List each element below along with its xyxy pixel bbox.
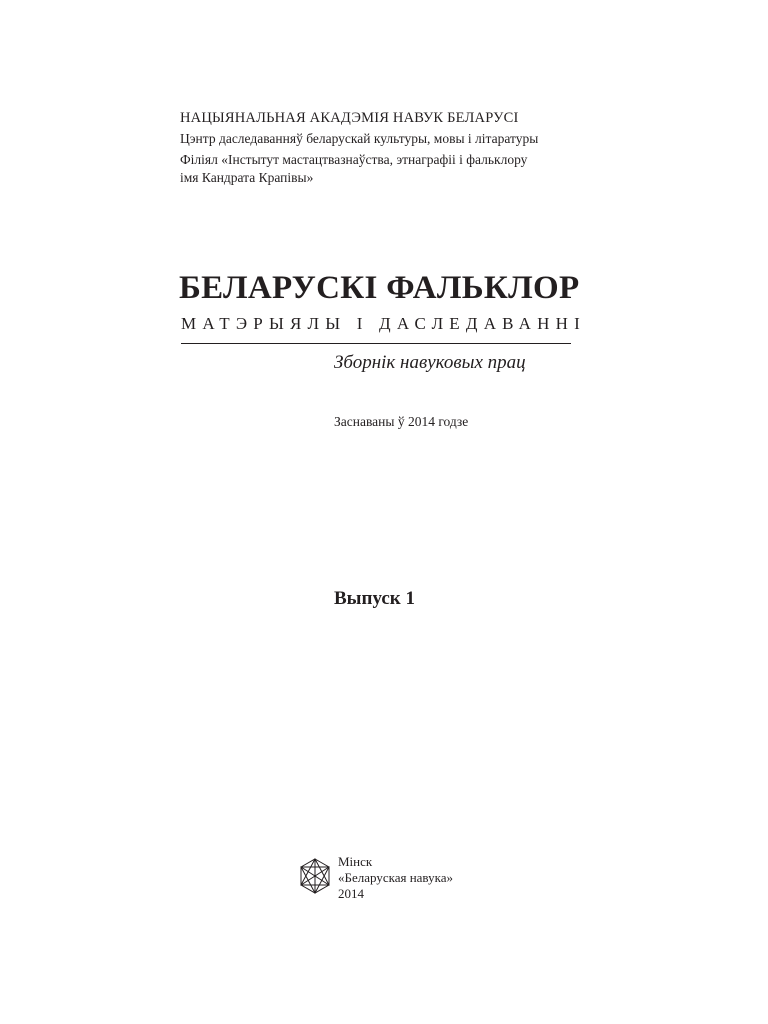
collection-type: Зборнік навуковых прац	[334, 352, 526, 373]
imprint-city: Мінск	[338, 854, 373, 869]
imprint-publisher: «Беларуская навука»	[338, 870, 454, 885]
branch-name-line-2: імя Кандрата Крапівы»	[180, 170, 314, 185]
publisher-logo-icon	[299, 858, 331, 894]
book-subtitle: МАТЭРЫЯЛЫ І ДАСЛЕДАВАННІ	[181, 314, 586, 333]
centre-name: Цэнтр даследаванняў беларускай культуры, мовы і літаратуры	[180, 131, 539, 146]
academy-name: НАЦЫЯНАЛЬНАЯ АКАДЭМІЯ НАВУК БЕЛАРУСІ	[180, 110, 519, 126]
imprint-year: 2014	[338, 886, 364, 901]
imprint	[338, 854, 538, 902]
book-title: БЕЛАРУСКІ ФАЛЬКЛОР	[179, 270, 580, 306]
issue-number: Выпуск 1	[334, 588, 416, 609]
title-divider	[181, 343, 571, 344]
founded-note: Заснаваны ў 2014 годзе	[334, 414, 469, 429]
branch-name	[180, 151, 600, 187]
branch-name-line-1: Філіял «Інстытут мастацтвазнаўства, этнаграфіі і фальклору	[180, 152, 528, 167]
institution-header	[180, 108, 600, 187]
